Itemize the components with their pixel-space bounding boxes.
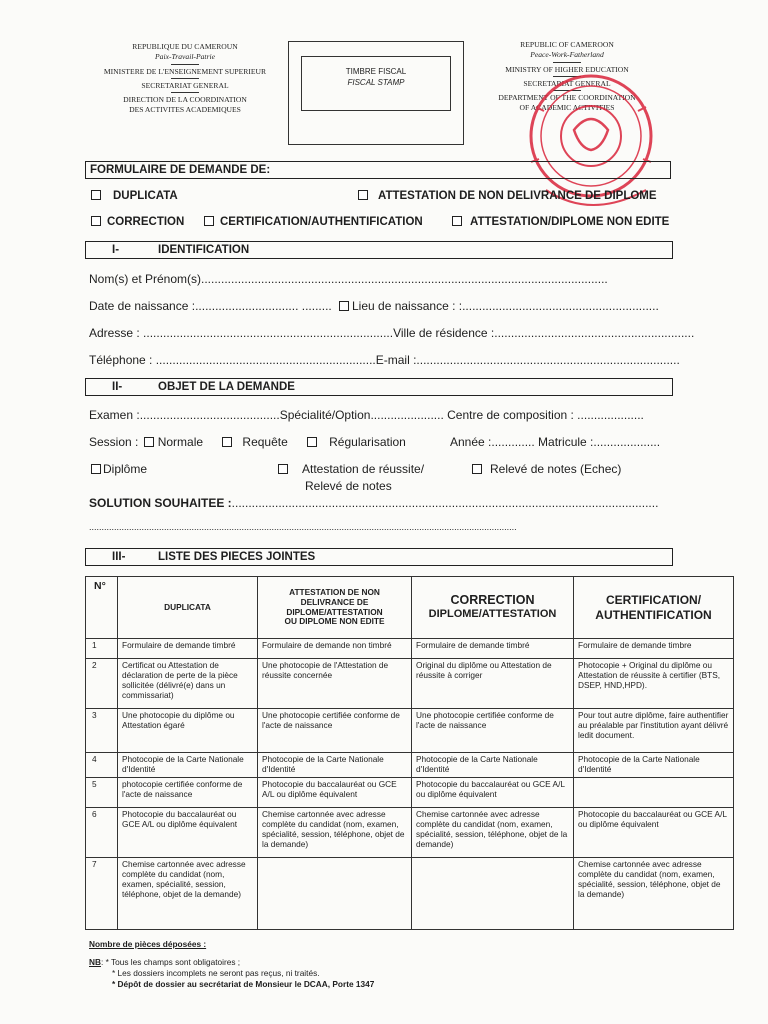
session-row bbox=[89, 435, 406, 449]
secretariat-en: SECRETARIAT GENERAL bbox=[523, 78, 611, 88]
section-title: LISTE DES PIECES JOINTES bbox=[158, 551, 316, 563]
phone-email-field[interactable]: Téléphone : ..................................................................E-mail :............................................................................... bbox=[89, 353, 680, 367]
fiscal-stamp-fr: TIMBRE FISCAL bbox=[345, 67, 407, 76]
header-line: DIPLOME/ATTESTATION bbox=[286, 606, 383, 617]
option-label: DUPLICATA bbox=[113, 190, 178, 202]
option-attestation-non-delivrance[interactable] bbox=[358, 190, 657, 202]
table-cell: Chemise cartonnée avec adresse complète du candidat (nom, examen, spécialité, session, téléphone, objet de la demande) bbox=[412, 808, 574, 858]
table-row bbox=[86, 659, 734, 709]
divider bbox=[171, 78, 199, 79]
table-cell: Formulaire de demande timbre bbox=[574, 639, 734, 659]
checkbox[interactable] bbox=[204, 216, 214, 226]
pieces-table bbox=[85, 576, 734, 930]
option-attestation-reussite[interactable] bbox=[278, 462, 424, 476]
fiscal-stamp-box bbox=[288, 41, 464, 145]
birth-date-field[interactable]: Date de naissance :............................... ......... bbox=[89, 299, 332, 313]
solution-field-line2[interactable]: ........................................................................................................................................................................... bbox=[89, 522, 517, 532]
table-cell: Original du diplôme ou Attestation de réussite à corriger bbox=[412, 659, 574, 709]
col-header-num: N° bbox=[86, 577, 118, 639]
table-cell: Formulaire de demande non timbré bbox=[258, 639, 412, 659]
section-number: II- bbox=[112, 381, 123, 393]
table-cell: Photocopie de la Carte Nationale d'Identité bbox=[258, 753, 412, 778]
releve-notes-label: Relevé de notes bbox=[305, 479, 392, 493]
country-name-fr: REPUBLIQUE DU CAMEROUN bbox=[132, 42, 238, 51]
note-2: * Les dossiers incomplets ne seront pas reçus, ni traités. bbox=[112, 968, 320, 979]
row-number: 3 bbox=[86, 709, 118, 753]
section-pieces-header bbox=[85, 548, 673, 566]
checkbox[interactable] bbox=[91, 464, 101, 474]
secretariat-fr: SECRETARIAT GENERAL bbox=[141, 80, 229, 90]
checkbox[interactable] bbox=[472, 464, 482, 474]
table-cell: Photocopie de la Carte Nationale d'Identité bbox=[118, 753, 258, 778]
table-cell: Une photocopie certifiée conforme de l'acte de naissance bbox=[412, 709, 574, 753]
header-line: AUTHENTIFICATION bbox=[595, 607, 712, 622]
table-cell: Chemise cartonnée avec adresse complète du candidat (nom, examen, spécialité, session, téléphone, objet de la demande) bbox=[118, 858, 258, 930]
direction-fr-1: DIRECTION DE LA COORDINATION bbox=[123, 95, 247, 104]
option-attestation-non-edite[interactable] bbox=[452, 216, 669, 228]
header-left bbox=[80, 42, 290, 116]
section-identification-header bbox=[85, 241, 673, 259]
table-cell: Une photocopie du diplôme ou Attestation égaré bbox=[118, 709, 258, 753]
checkbox[interactable] bbox=[91, 190, 101, 200]
checkbox[interactable] bbox=[91, 216, 101, 226]
option-label: CORRECTION bbox=[107, 216, 185, 228]
table-cell: Une photocopie de l'Attestation de réussite concernée bbox=[258, 659, 412, 709]
option-duplicata[interactable] bbox=[91, 190, 178, 202]
table-cell: Photocopie + Original du diplôme ou Attestation de réussite à certifier (BTS, DSEP, HND,HPD). bbox=[574, 659, 734, 709]
table-cell: Photocopie de la Carte Nationale d'Identité bbox=[412, 753, 574, 778]
session-label: Session : bbox=[89, 435, 139, 449]
row-number: 2 bbox=[86, 659, 118, 709]
header-line: CERTIFICATION/ bbox=[605, 593, 702, 608]
col-header-duplicata: DUPLICATA bbox=[118, 577, 258, 639]
releve-echec-label: Relevé de notes (Echec) bbox=[490, 462, 622, 476]
option-releve-echec[interactable] bbox=[472, 462, 621, 476]
option-label: ATTESTATION DE NON DELIVRANCE DE DIPLOME bbox=[378, 190, 657, 202]
row-number: 4 bbox=[86, 753, 118, 778]
checkbox-regularisation[interactable] bbox=[307, 437, 317, 447]
note-1: : * Tous les champs sont obligatoires ; bbox=[100, 957, 241, 967]
solution-label: SOLUTION SOUHAITEE : bbox=[89, 496, 232, 510]
note-3: * Dépôt de dossier au secrétariat de Monsieur le DCAA, Porte 1347 bbox=[112, 979, 375, 990]
table-cell: Photocopie du baccalauréat ou GCE A/L ou diplôme équivalent bbox=[412, 778, 574, 808]
notes-block bbox=[89, 957, 374, 991]
table-cell: Une photocopie certifiée conforme de l'acte de naissance bbox=[258, 709, 412, 753]
table-cell: Pour tout autre diplôme, faire authentifier au préalable par l'institution ayant délivré ledit document. bbox=[574, 709, 734, 753]
section-title: IDENTIFICATION bbox=[158, 244, 250, 256]
fiscal-stamp-label bbox=[301, 56, 451, 111]
table-row bbox=[86, 709, 734, 753]
table-cell: Formulaire de demande timbré bbox=[118, 639, 258, 659]
header-line: CORRECTION bbox=[450, 593, 535, 608]
checkbox-requete[interactable] bbox=[222, 437, 232, 447]
motto-fr: Paix-Travail-Patrie bbox=[155, 52, 215, 62]
col-header-attestation bbox=[258, 577, 412, 639]
pieces-count-label: Nombre de pièces déposées : bbox=[89, 939, 207, 949]
form-title: FORMULAIRE DE DEMANDE DE: bbox=[85, 161, 671, 179]
year-matricule-field[interactable]: Année :............. Matricule :.................... bbox=[450, 435, 661, 449]
ministry-fr: MINISTERE DE L'ENSEIGNEMENT SUPERIEUR bbox=[103, 66, 267, 76]
divider bbox=[553, 62, 581, 63]
table-cell bbox=[258, 858, 412, 930]
table-row bbox=[86, 858, 734, 930]
table-cell: Photocopie du baccalauréat ou GCE A/L ou diplôme équivalent bbox=[118, 808, 258, 858]
col-header-correction bbox=[412, 577, 574, 639]
col-header-certification bbox=[574, 577, 734, 639]
table-row bbox=[86, 753, 734, 778]
table-row bbox=[86, 639, 734, 659]
name-field[interactable]: Nom(s) et Prénom(s).......................................................................................................................... bbox=[89, 272, 608, 286]
header-line: OU DIPLOME NON EDITE bbox=[284, 616, 385, 627]
normale-label: Normale bbox=[157, 435, 204, 449]
table-cell: Formulaire de demande timbré bbox=[412, 639, 574, 659]
motto-en: Peace-Work-Fatherland bbox=[530, 50, 604, 60]
birth-place-field[interactable] bbox=[339, 299, 659, 313]
option-diplome[interactable] bbox=[91, 462, 147, 476]
ministry-en: MINISTRY OF HIGHER EDUCATION bbox=[505, 64, 629, 74]
table-cell: Chemise cartonnée avec adresse complète du candidat (nom, examen, spécialité, session, téléphone, objet de la demande) bbox=[258, 808, 412, 858]
checkbox[interactable] bbox=[278, 464, 288, 474]
solution-dots: ................................................................................................................................ bbox=[231, 496, 659, 510]
direction-fr-2: DES ACTIVITES ACADEMIQUES bbox=[129, 105, 241, 115]
department-en-1: DEPARTMENT OF THE COORDINATION bbox=[498, 93, 636, 102]
table-cell: Photocopie de la Carte Nationale d'Identité bbox=[574, 753, 734, 778]
table-row bbox=[86, 808, 734, 858]
birth-place-label: Lieu de naissance : :........................................................... bbox=[352, 299, 659, 313]
option-correction[interactable] bbox=[91, 216, 184, 228]
country-name-en: REPUBLIC OF CAMEROON bbox=[520, 40, 614, 49]
section-number: I- bbox=[112, 244, 120, 256]
option-label: CERTIFICATION/AUTHENTIFICATION bbox=[220, 216, 423, 228]
row-number: 6 bbox=[86, 808, 118, 858]
table-cell bbox=[574, 778, 734, 808]
divider bbox=[171, 92, 199, 93]
requete-label: Requête bbox=[242, 435, 288, 449]
option-certification[interactable] bbox=[204, 216, 423, 228]
address-field[interactable]: Adresse : ...........................................................................Ville de résidence :............................................................ bbox=[89, 326, 695, 340]
regularisation-label: Régularisation bbox=[329, 435, 406, 449]
checkbox-normale[interactable] bbox=[144, 437, 154, 447]
department-en-2: OF ACADEMIC ACTIVITIES bbox=[519, 103, 615, 113]
attestation-reussite-label: Attestation de réussite/ bbox=[302, 462, 425, 476]
table-cell: Photocopie du baccalauréat ou GCE A/L ou diplôme équivalent bbox=[574, 808, 734, 858]
diplome-label: Diplôme bbox=[103, 462, 148, 476]
fiscal-stamp-en: FISCAL STAMP bbox=[347, 78, 405, 88]
header-line: ATTESTATION DE NON bbox=[289, 586, 380, 597]
option-label: ATTESTATION/DIPLOME NON EDITE bbox=[470, 216, 670, 228]
header-line: DELIVRANCE DE bbox=[300, 596, 369, 607]
solution-field[interactable] bbox=[89, 496, 675, 510]
checkbox[interactable] bbox=[339, 301, 349, 311]
table-cell: photocopie certifiée conforme de l'acte de naissance bbox=[118, 778, 258, 808]
section-title: OBJET DE LA DEMANDE bbox=[158, 381, 295, 393]
checkbox[interactable] bbox=[452, 216, 462, 226]
table-cell bbox=[412, 858, 574, 930]
row-number: 7 bbox=[86, 858, 118, 930]
table-row bbox=[86, 778, 734, 808]
header-line: DIPLOME/ATTESTATION bbox=[428, 608, 557, 621]
row-number: 5 bbox=[86, 778, 118, 808]
row-number: 1 bbox=[86, 639, 118, 659]
table-cell: Chemise cartonnée avec adresse complète du candidat (nom, examen, spécialité, session, téléphone, objet de la demande) bbox=[574, 858, 734, 930]
section-number: III- bbox=[112, 551, 126, 563]
checkbox[interactable] bbox=[358, 190, 368, 200]
table-cell: Photocopie du baccalauréat ou GCE A/L ou diplôme équivalent bbox=[258, 778, 412, 808]
exam-field[interactable]: Examen :..........................................Spécialité/Option...................... Centre de composition : .................... bbox=[89, 408, 644, 422]
section-objet-header bbox=[85, 378, 673, 396]
nb-label: NB bbox=[89, 957, 101, 967]
table-header-row bbox=[86, 577, 734, 639]
divider bbox=[171, 64, 199, 65]
table-cell: Certificat ou Attestation de déclaration de perte de la pièce sollicitée (délivré(e) dans un commissariat) bbox=[118, 659, 258, 709]
